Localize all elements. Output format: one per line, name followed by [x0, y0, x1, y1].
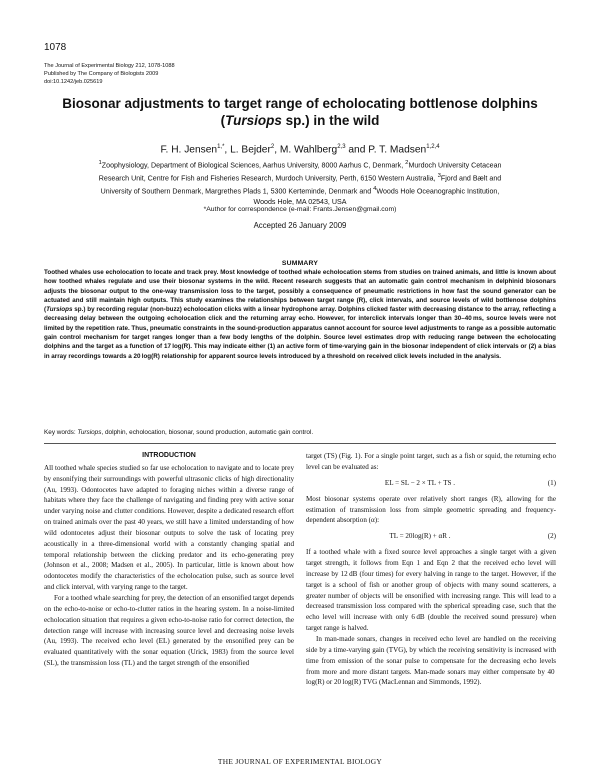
intro-paragraph-4: Most biosonar systems operate over relatively short ranges (R), allowing for the estimation of transmission loss from simple geometric spreading and frequency-dependent absorption (α):	[306, 494, 556, 525]
affiliation-text-3: University of Southern Denmark, Margrethes Plads 1, 5300 Kerteminde, Denmark and	[100, 187, 374, 196]
title-rest: sp.) in the wild	[281, 113, 380, 128]
intro-paragraph-1: All toothed whale species studied so far use echolocation to navigate and to locate prey by ensonifying their surroundings with powerful ultrasonic clicks of high directionality (Au, 1993). Odontocetes have adapted to foraging niches within a diverse range of habitats where they face the challenge of navigating and finding prey with active sonar under varying noise and clutter conditions. However, despite a dedicated research effort on trained animals over the past 40 years, we still have a limited understanding of how wild odontocetes adjust their biosonar outputs to solve the task of locating prey acoustically in a three-dimensional world with a constantly changing spatial and temporal relationship between the clicking predator and its echo-generating prey (Johnson et al., 2008; Madsen et al., 2005). In particular, little is known about how odontocetes modify the characteristics of the echolocation pulse, such as source level and click interval, with varying range to the target.	[44, 463, 294, 592]
equation-2-expression: TL = 20log(R) + αR .	[389, 532, 451, 541]
summary-heading: SUMMARY	[281, 260, 319, 267]
author-4: and P. T. Madsen	[345, 144, 427, 156]
author-3-sup: 2,3	[337, 144, 346, 150]
journal-footer: THE JOURNAL OF EXPERIMENTAL BIOLOGY	[217, 757, 383, 766]
summary-part-2: sp.) by recording regular (non-buzz) echolocation clicks with a linear hydrophone array. Dolphins clicked faster with decreasing distance to the array, reflecting a decreasing delay between the outgoing echolocation click and the returning array echo. However, for interclick intervals longer than 30–40 ms, source levels were not limited by the repetition rate. Thus, pneumatic constraints in the sound-production apparatus cannot account for source level adjustments to range as a possible automatic gain control mechanism for target ranges longer than a few body lengths of the dolphin. Source level estimates drop with reducing range between the echolocating dolphins and the target as a function of 17 log(R). This may indicate either (1) an active form of time-varying gain in the biosonar independent of click intervals or (2) a bias in array recordings towards a 20 log(R) relationship for apparent source levels introduced by a threshold on received click levels included in the analysis.	[44, 306, 556, 360]
intro-paragraph-5: If a toothed whale with a fixed source level approaches a single target with a given target strength, it follows from Eqn 1 and Eqn 2 that the received echo level will increase by 12 dB (four times) for every halving in range to the target. However, if the target is a school of fish or another group of objects with many sound scatterers, a greater number of objects will be ensonified with increasing range. This will lead to a decreased transmission loss compared with the spherical spreading case, such that the echo level will increase with only 6 dB (double the received sound pressure) when target range is halved.	[306, 548, 556, 633]
journal-info	[44, 62, 175, 86]
author-2: , L. Bejder	[224, 144, 271, 156]
equation-1-number: (1)	[547, 478, 556, 487]
affiliation-sup-3: 3	[437, 172, 441, 179]
intro-paragraph-2: For a toothed whale searching for prey, the detection of an ensonified target depends on the echo-to-noise or echo-to-clutter ratios in the hearing system. In a noise-limited echolocation situation that requires a given echo-to-noise ratio for correct detection, the detection range will increase with increasing source level and decreasing noise levels (Au, 1993). The received echo level (EL) generated by the ensonified prey can be evaluated quantitatively with the sonar equation (Urick, 1983) from the source level (SL), the transmission loss (TL) and the target strength of the ensonified	[44, 593, 294, 668]
journal-citation: The Journal of Experimental Biology 212, 1078-1088	[44, 63, 175, 69]
affiliation-text-2b: Fjord and Bælt and	[440, 174, 502, 183]
title-genus: Tursiops	[225, 113, 282, 128]
intro-paragraph-6: In man-made sonars, changes in received echo level are handled on the receiving side by a time-varying gain (TVG), by which the receiving sensitivity is increased with time from emission of the sonar pulse to compensate for the decreasing echo levels from more and more distant targets. Man-made sonars may either compensate by 40 log(R) or 20 log(R) TVG (MacLennan and Simmonds, 1992).	[306, 634, 556, 687]
author-4-sup: 1,2,4	[426, 144, 440, 150]
journal-publisher: Published by The Company of Biologists 2009	[44, 71, 159, 77]
affiliation-text-1b: Murdoch University Cetacean	[408, 161, 502, 170]
author-1-sup: 1,*	[217, 144, 225, 150]
title-line-2: (Tursiops sp.) in the wild	[220, 113, 380, 128]
author-2-sup: 2	[270, 144, 275, 150]
intro-paragraph-3: target (TS) (Fig. 1). For a single point target, such as a fish or squid, the returning echo level can be evaluated as:	[306, 452, 556, 471]
equation-2	[306, 526, 556, 547]
introduction-heading: INTRODUCTION	[142, 452, 196, 459]
keywords	[44, 429, 556, 436]
article-title	[60, 95, 540, 129]
divider-rule	[44, 443, 556, 444]
affiliation-line-3	[52, 184, 548, 197]
affiliation-line-2	[52, 171, 548, 184]
affiliation-sup-1: 1	[98, 160, 102, 166]
correspondence-note: *Author for correspondence (e-mail: Frants.Jensen@gmail.com)	[203, 206, 397, 213]
equation-1	[306, 473, 556, 494]
affiliation-sup-2: 2	[405, 160, 409, 166]
equation-2-number: (2)	[547, 532, 556, 541]
affiliation-sup-4: 4	[373, 185, 377, 192]
author-3: , M. Wahlberg	[274, 144, 338, 156]
keywords-rest: , dolphin, echolocation, biosonar, sound production, automatic gain control.	[101, 429, 314, 436]
affiliation-line-4: Woods Hole, MA 02543, USA	[253, 197, 347, 206]
affiliations	[52, 158, 548, 207]
page-number: 1078	[44, 42, 67, 53]
author-list	[60, 141, 540, 156]
affiliation-text-3b: Woods Hole Oceanographic Institution,	[376, 187, 500, 196]
equation-1-expression: EL = SL − 2 × TL + TS .	[384, 478, 456, 487]
journal-doi: doi:10.1242/jeb.025619	[44, 79, 103, 85]
summary-genus: Tursiops	[46, 306, 73, 314]
affiliation-line-1	[52, 158, 548, 171]
summary-part-1: Toothed whales use echolocation to locate and track prey. Most knowledge of toothed whale echolocation stems from studies on trained animals, and little is known about how toothed whales regulate and use their biosonar systems in the wild. Recent research suggests that an automatic gain control mechanism in delphinid biosonars adjusts the biosonar output to the one-way transmission loss to the target, possibly a consequence of pneumatic restrictions in how fast the sound generator can be actuated and still maintain high outputs. This study examines the relationships between target range (R), click intervals, and source levels of wild bottlenose dolphins (	[44, 269, 556, 314]
right-column	[306, 451, 556, 688]
affiliation-text-2: Research Unit, Centre for Fish and Fisheries Research, Murdoch University, Perth, 6150 Western Australia,	[98, 174, 438, 183]
author-1: F. H. Jensen	[160, 144, 218, 156]
keywords-label: Key words:	[44, 429, 78, 436]
accepted-date: Accepted 26 January 2009	[253, 221, 347, 230]
keywords-genus: Tursiops	[77, 429, 102, 436]
left-column	[44, 451, 294, 669]
affiliation-text-1: Zoophysiology, Department of Biological Sciences, Aarhus University, 8000 Aarhus C, Denmark,	[101, 161, 406, 170]
summary-text	[44, 268, 556, 361]
title-line-1: Biosonar adjustments to target range of echolocating bottlenose dolphins	[62, 96, 538, 111]
